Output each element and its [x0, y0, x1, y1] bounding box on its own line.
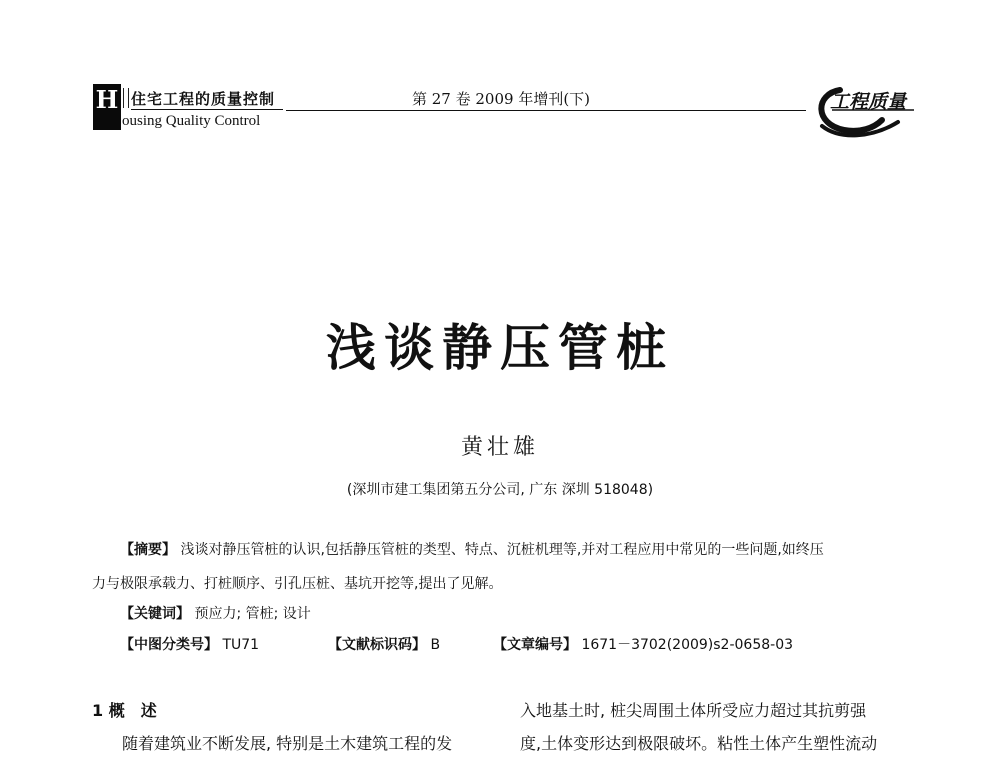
- document-code-value: B: [430, 637, 441, 653]
- abstract-text-line1: 浅谈对静压管桩的认识,包括静压管桩的类型、特点、沉桩机理等,并对工程应用中常见的一些问题,如终压: [180, 542, 824, 558]
- abstract: [120, 540, 824, 560]
- badge-ticks: [123, 88, 129, 108]
- journal-badge-letter: H: [95, 85, 119, 114]
- journal-name-cn: 住宅工程的质量控制: [131, 90, 276, 108]
- body-text-right-line1: 入地基土时, 桩尖周围土体所受应力超过其抗剪强: [520, 701, 867, 720]
- journal-logo-text: 工程质量: [830, 91, 907, 113]
- article-title: 浅谈静压管桩: [326, 319, 674, 377]
- keywords-value: 预应力; 管桩; 设计: [194, 606, 311, 622]
- document-code: [328, 635, 440, 655]
- article-number-label: 【文章编号】: [493, 637, 577, 653]
- article-number: [493, 635, 793, 655]
- abstract-text-line2: 力与极限承载力、打桩顺序、引孔压桩、基坑开挖等,提出了见解。: [92, 576, 503, 592]
- section-heading: 1 概 述: [92, 701, 157, 720]
- journal-issue: 第 27 卷 2009 年增刊(下): [412, 90, 591, 108]
- body-text-right-line2: 度,土体变形达到极限破坏。粘性土体产生塑性流动: [520, 734, 878, 753]
- abstract-label: 【摘要】: [120, 542, 176, 558]
- clc-label: 【中图分类号】: [120, 637, 218, 653]
- author-name: 黄壮雄: [460, 435, 539, 460]
- clc-value: TU71: [222, 637, 260, 653]
- keywords-label: 【关键词】: [120, 606, 190, 622]
- keywords: [120, 604, 311, 624]
- header-rule: [131, 109, 283, 110]
- author-affiliation: (深圳市建工集团第五分公司, 广东 深圳 518048): [346, 482, 654, 498]
- document-code-label: 【文献标识码】: [328, 637, 426, 653]
- journal-name-en: ousing Quality Control: [122, 113, 261, 129]
- clc-number: [120, 635, 259, 655]
- article-number-value: 1671－3702(2009)s2-0658-03: [581, 637, 794, 653]
- body-text-left: 随着建筑业不断发展, 特别是土木建筑工程的发: [122, 734, 453, 753]
- journal-logo: [810, 80, 922, 142]
- header-rule-main: [286, 110, 806, 111]
